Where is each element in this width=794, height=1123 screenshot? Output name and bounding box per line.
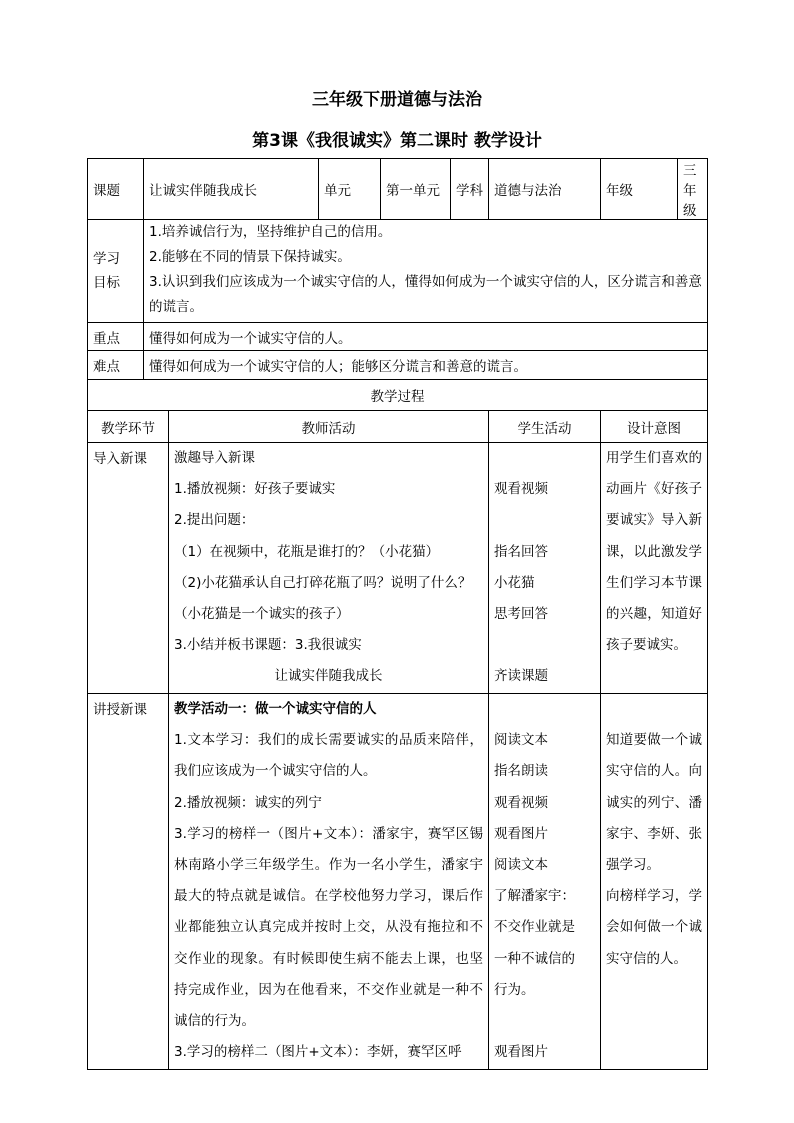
document-title: 三年级下册道德与法治 — [312, 90, 482, 110]
teach-stage: 讲授新课 — [88, 694, 169, 1070]
goals-label-line: 目标 — [93, 275, 120, 291]
student-line: 观看视频 — [494, 794, 548, 811]
goals-label — [88, 220, 144, 323]
key-point-label: 重点 — [88, 323, 144, 351]
teacher-line: 让诚实伴随我成长 — [274, 668, 383, 685]
student-line: 观看图片 — [494, 825, 548, 842]
process-header-row — [88, 411, 708, 443]
header-teacher: 教师活动 — [169, 411, 489, 443]
header-stage: 教学环节 — [88, 411, 169, 443]
student-line: 指名朗读 — [494, 763, 548, 780]
goals-label-line: 学习 — [93, 251, 120, 267]
student-line — [494, 443, 595, 474]
intent-text: 知道要做一个诚实守信的人。向诚实的列宁、潘家宇、李妍、张强学习。 — [606, 732, 703, 874]
document-subtitle: 第3课《我很诚实》第二课时 教学设计 — [252, 131, 542, 151]
goals-content — [144, 220, 708, 323]
process-heading: 教学过程 — [88, 380, 708, 411]
teacher-paragraph: 3.学习的榜样一（图片+文本）：潘家宇，赛罕区锡林南路小学三年级学生。作为一名小学生，潘家宇最大的特点就是诚信。在学校他努力学习，课后作业都能独立认真完成并按时上交，从没有拖拉和不交作业的现象。有时候即使生病不能去上课，也坚持完成作业，因为在他看来，不交作业就是一种不诚信的行为。 — [174, 825, 483, 1030]
process-heading-row — [88, 380, 708, 411]
activity-heading: 教学活动一：做一个诚实守信的人 — [174, 701, 377, 717]
teach-intent — [601, 694, 708, 1070]
student-line: 行为。 — [494, 981, 535, 998]
student-line: 观看视频 — [494, 481, 548, 498]
teacher-line: 激趣导入新课 — [174, 450, 255, 466]
topic-value: 让诚实伴随我成长 — [144, 159, 319, 220]
student-line — [494, 505, 595, 536]
key-point-row — [88, 323, 708, 351]
intro-teacher — [169, 443, 489, 694]
header-student: 学生活动 — [489, 411, 601, 443]
difficulty-label: 难点 — [88, 351, 144, 380]
subject-label: 学科 — [451, 159, 489, 220]
grade-label: 年级 — [601, 159, 678, 220]
difficulty-row — [88, 351, 708, 380]
teach-teacher — [169, 694, 489, 1070]
intent-text: 用学生们喜欢的动画片《好孩子要诚实》导入新课，以此激发学生们学习本节课的兴趣，知道好孩子要诚实。 — [606, 450, 703, 654]
unit-label: 单元 — [319, 159, 381, 220]
intro-student — [489, 443, 601, 694]
goal-item: 3.认识到我们应该成为一个诚实守信的人，懂得如何成为一个诚实守信的人，区分谎言和善意的谎言。 — [149, 274, 702, 315]
goal-item: 2.能够在不同的情景下保持诚实。 — [149, 249, 351, 265]
student-line: 不交作业就是 — [494, 919, 575, 936]
teacher-paragraph: 1.文本学习：我们的成长需要诚实的品质来陪伴，我们应该成为一个诚实守信的人。 — [174, 732, 483, 780]
student-line: 阅读文本 — [494, 732, 548, 749]
teacher-line: 1.播放视频：好孩子要诚实 — [174, 481, 336, 498]
intent-text: 向榜样学习，学会如何做一个诚实守信的人。 — [606, 888, 703, 967]
intent-line — [606, 694, 702, 725]
intro-stage: 导入新课 — [88, 443, 169, 694]
student-line: 思考回答 — [494, 606, 548, 623]
key-point-text: 懂得如何成为一个诚实守信的人。 — [144, 323, 708, 351]
teacher-line: 3.小结并板书课题：3.我很诚实 — [174, 637, 362, 654]
teacher-line: （1）在视频中，花瓶是谁打的？（小花猫） — [174, 543, 440, 560]
teacher-paragraph: 2.播放视频：诚实的列宁 — [174, 794, 322, 811]
intro-row — [88, 443, 708, 694]
student-line: 阅读文本 — [494, 857, 548, 874]
student-line: 小花猫 — [494, 574, 535, 591]
student-line: 指名回答 — [494, 543, 548, 560]
student-line — [494, 630, 595, 661]
unit-value: 第一单元 — [381, 159, 451, 220]
intro-intent — [601, 443, 708, 694]
subject-value: 道德与法治 — [489, 159, 601, 220]
grade-value: 三年级 — [678, 159, 708, 220]
teacher-line: （小花猫是一个诚实的孩子） — [174, 606, 350, 623]
info-row — [88, 159, 708, 220]
student-line: 观看图片 — [494, 1044, 548, 1061]
lesson-plan-table — [87, 158, 708, 1070]
teach-student — [489, 694, 601, 1070]
goal-item: 1.培养诚信行为，坚持维护自己的信用。 — [149, 224, 392, 240]
teacher-paragraph: 3.学习的榜样二（图片+文本）：李妍，赛罕区呼 — [174, 1044, 462, 1061]
goals-row — [88, 220, 708, 323]
teacher-line: 2.提出问题： — [174, 512, 255, 529]
teacher-line: （2)小花猫承认自己打碎花瓶了吗？说明了什么？ — [174, 574, 472, 591]
header-intent: 设计意图 — [601, 411, 708, 443]
student-line — [494, 694, 595, 725]
student-line — [494, 1006, 595, 1037]
topic-label: 课题 — [88, 159, 144, 220]
teach-row — [88, 694, 708, 1070]
student-line: 齐读课题 — [494, 668, 548, 685]
student-line: 了解潘家宇： — [494, 888, 575, 905]
difficulty-text: 懂得如何成为一个诚实守信的人；能够区分谎言和善意的谎言。 — [144, 351, 708, 380]
student-line: 一种不诚信的 — [494, 950, 575, 967]
